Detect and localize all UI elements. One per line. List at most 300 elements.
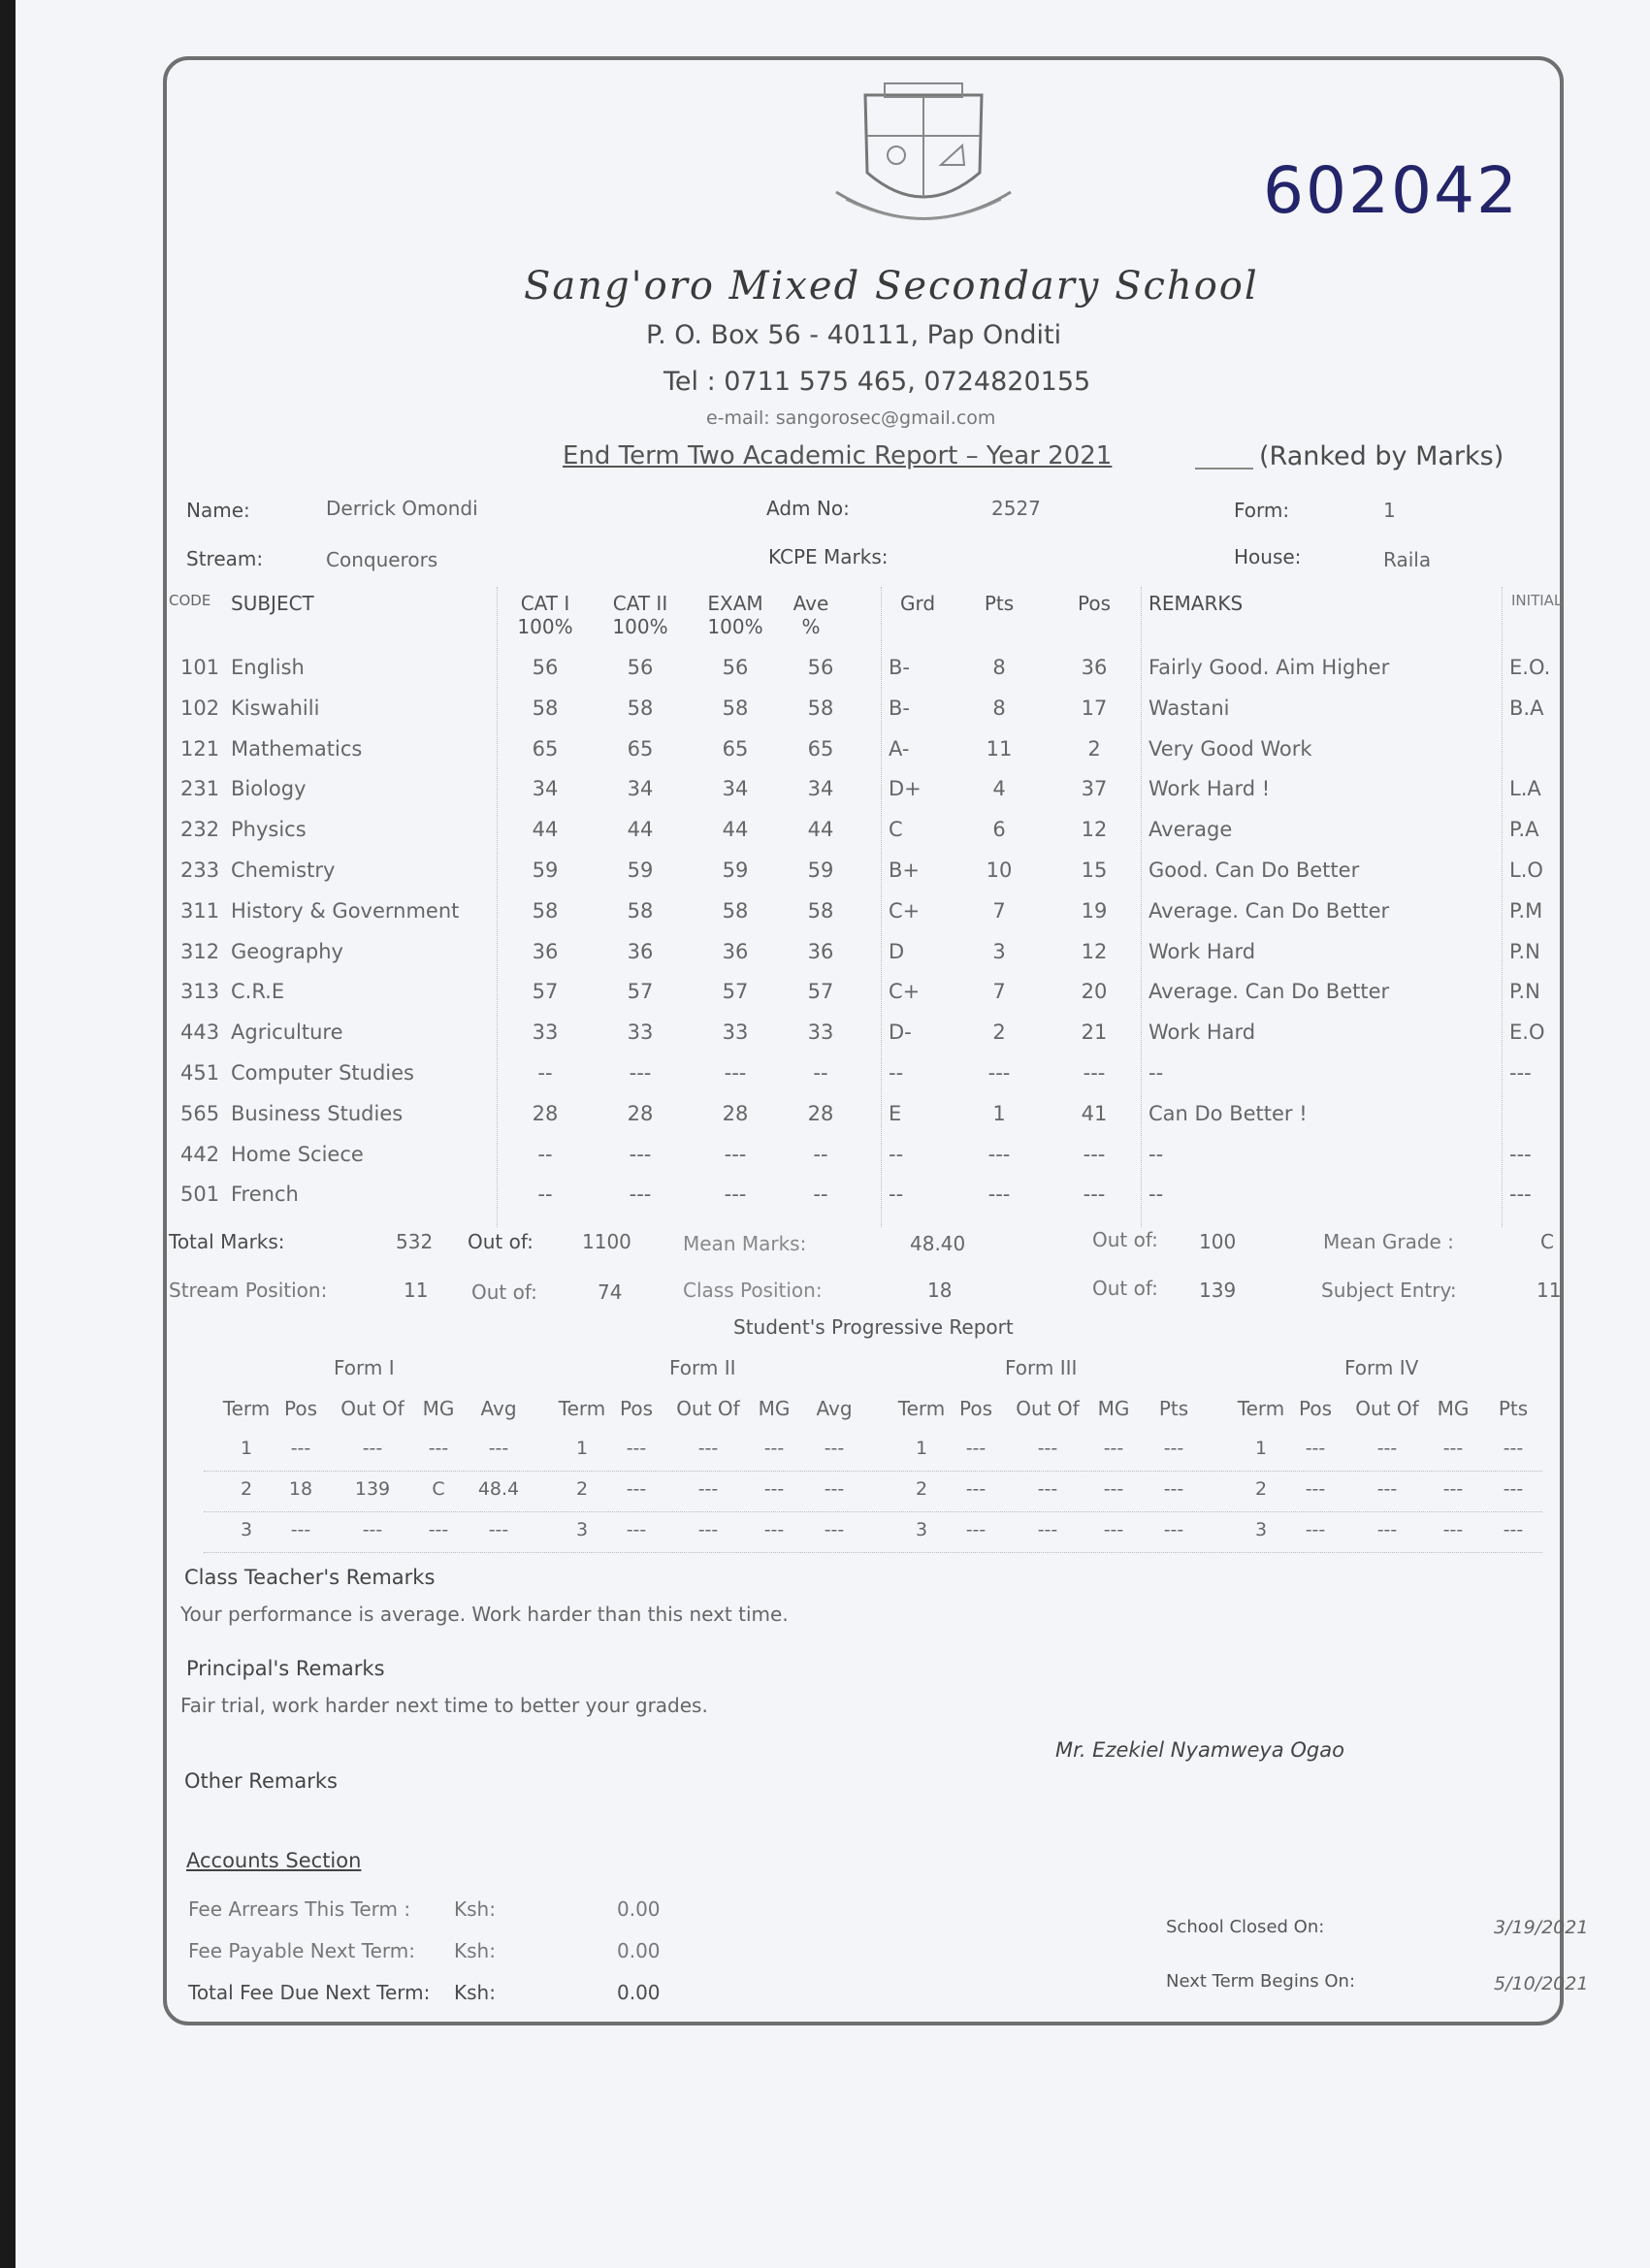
progress-cell: --- xyxy=(290,1519,311,1540)
subject-remark-cell: Average. Can Do Better xyxy=(1149,898,1390,923)
subject-pts-cell: --- xyxy=(987,1061,1011,1085)
progress-cell: --- xyxy=(1442,1438,1464,1459)
cat1-header: CAT I 100% xyxy=(517,592,573,638)
progress-cell: --- xyxy=(1376,1478,1398,1500)
class-position-label: Class Position: xyxy=(683,1279,823,1302)
progress-header-f4-3: MG xyxy=(1437,1397,1470,1420)
subject-grd-cell: E xyxy=(889,1101,902,1125)
subject-ave-cell: 56 xyxy=(807,656,834,679)
progress-cell: 2 xyxy=(915,1478,928,1500)
subject-remark-cell: Average xyxy=(1149,818,1233,842)
progress-cell: --- xyxy=(1442,1478,1464,1500)
progress-header-f2-3: MG xyxy=(758,1397,791,1420)
divider xyxy=(204,1511,1542,1512)
adm-number: 2527 xyxy=(991,497,1041,520)
progress-cell: 2 xyxy=(1254,1478,1268,1500)
name-label: Name: xyxy=(186,499,250,522)
progress-cell: --- xyxy=(428,1438,449,1459)
subject-cat2-cell: 36 xyxy=(627,939,654,963)
subject-ave-cell: 65 xyxy=(807,736,834,761)
school-name: Sang'oro Mixed Secondary School xyxy=(524,264,1259,308)
subject-exam-cell: --- xyxy=(724,1142,747,1166)
remarks-header: REMARKS xyxy=(1149,592,1244,615)
school-email: e-mail: sangorosec@gmail.com xyxy=(706,407,996,429)
subject-ave-cell: -- xyxy=(813,1183,828,1207)
subject-initial-cell: --- xyxy=(1509,1142,1532,1166)
stream-label: Stream: xyxy=(186,547,264,570)
subject-name-cell: C.R.E xyxy=(231,980,285,1004)
subject-pos-cell: 36 xyxy=(1081,656,1108,679)
progress-cell: 18 xyxy=(288,1478,313,1500)
subject-code-cell: 101 xyxy=(180,656,220,679)
subject-remark-cell: Very Good Work xyxy=(1149,736,1312,761)
form1-heading: Form I xyxy=(334,1356,395,1379)
subject-name-cell: Biology xyxy=(231,777,307,801)
stream-value: Conquerors xyxy=(326,548,438,571)
subject-entry: 11 xyxy=(1537,1279,1562,1302)
subject-exam-cell: 57 xyxy=(722,980,749,1004)
progress-header-f4-2: Out Of xyxy=(1355,1397,1419,1420)
progress-cell: --- xyxy=(488,1438,509,1459)
subject-header: SUBJECT xyxy=(231,592,314,615)
subject-exam-cell: 44 xyxy=(722,818,749,842)
subject-exam-cell: 28 xyxy=(722,1101,749,1125)
subject-code-cell: 121 xyxy=(180,736,220,761)
subject-cat2-cell: --- xyxy=(629,1142,652,1166)
progress-cell: 3 xyxy=(915,1519,928,1540)
out-of-label: Out of: xyxy=(1092,1277,1158,1300)
progress-cell: 2 xyxy=(575,1478,589,1500)
subject-cat1-cell: 28 xyxy=(532,1101,559,1125)
subject-pts-cell: 8 xyxy=(992,696,1006,720)
initial-header: INITIAL xyxy=(1511,592,1563,609)
form3-heading: Form III xyxy=(1005,1356,1078,1379)
divider xyxy=(1141,587,1142,1227)
progress-header-f1-1: Pos xyxy=(283,1397,317,1420)
subject-cat1-cell: 34 xyxy=(532,777,559,801)
subject-grd-cell: C xyxy=(889,818,903,842)
subject-name-cell: English xyxy=(231,656,305,679)
progress-cell: C xyxy=(432,1478,445,1500)
subject-pts-cell: 6 xyxy=(992,818,1006,842)
progress-header-f1-3: MG xyxy=(422,1397,455,1420)
progress-header-f1-2: Out Of xyxy=(340,1397,404,1420)
subject-grd-cell: A- xyxy=(889,736,910,761)
subject-name-cell: Physics xyxy=(231,818,307,842)
subject-pts-cell: --- xyxy=(987,1142,1011,1166)
subject-initial-cell: P.N xyxy=(1509,980,1540,1004)
grd-header: Grd xyxy=(899,592,936,615)
progress-header-f4-4: Pts xyxy=(1498,1397,1529,1420)
progress-cell: --- xyxy=(824,1478,845,1500)
subject-initial-cell: P.A xyxy=(1509,818,1539,842)
subject-remark-cell: Wastani xyxy=(1149,696,1230,720)
progress-cell: --- xyxy=(626,1478,647,1500)
progress-cell: --- xyxy=(965,1438,987,1459)
subject-pos-cell: 2 xyxy=(1087,736,1101,761)
subject-pts-cell: 11 xyxy=(986,736,1013,761)
subject-exam-cell: 36 xyxy=(722,939,749,963)
mean-marks-label: Mean Marks: xyxy=(683,1232,807,1255)
pts-header: Pts xyxy=(984,592,1015,615)
subject-pos-cell: --- xyxy=(1083,1183,1106,1207)
school-address: P. O. Box 56 - 40111, Pap Onditi xyxy=(646,320,1062,350)
kcpe-label: KCPE Marks: xyxy=(768,545,889,568)
subject-ave-cell: 57 xyxy=(807,980,834,1004)
subject-grd-cell: C+ xyxy=(889,980,921,1004)
subject-cat2-cell: 58 xyxy=(627,898,654,923)
out-of-label: Out of: xyxy=(1092,1228,1158,1251)
subject-grd-cell: D+ xyxy=(889,777,922,801)
subject-pts-cell: --- xyxy=(987,1183,1011,1207)
subject-pos-cell: 37 xyxy=(1081,777,1108,801)
school-closed-label: School Closed On: xyxy=(1166,1917,1325,1937)
account-currency: Ksh: xyxy=(454,1897,496,1921)
house-value: Raila xyxy=(1383,548,1432,571)
progress-cell: --- xyxy=(1305,1478,1326,1500)
subject-cat1-cell: 33 xyxy=(532,1021,559,1045)
subject-cat1-cell: 44 xyxy=(532,818,559,842)
subject-code-cell: 231 xyxy=(180,777,220,801)
class-position: 18 xyxy=(927,1279,953,1302)
progress-cell: --- xyxy=(1037,1519,1058,1540)
subject-code-cell: 232 xyxy=(180,818,220,842)
progress-header-f3-3: MG xyxy=(1097,1397,1130,1420)
subject-remark-cell: Can Do Better ! xyxy=(1149,1101,1308,1125)
progress-header-f2-2: Out Of xyxy=(676,1397,740,1420)
subject-cat2-cell: --- xyxy=(629,1061,652,1085)
progress-cell: --- xyxy=(290,1438,311,1459)
subject-cat1-cell: -- xyxy=(537,1061,553,1085)
progress-cell: --- xyxy=(1103,1478,1124,1500)
progress-header-f3-0: Term xyxy=(897,1397,946,1420)
subject-remark-cell: -- xyxy=(1149,1183,1164,1207)
account-amount: 0.00 xyxy=(617,1981,661,2004)
cat2-header: CAT II 100% xyxy=(612,592,668,638)
subject-pts-cell: 2 xyxy=(992,1021,1006,1045)
subject-ave-cell: 44 xyxy=(807,818,834,842)
subject-initial-cell: E.O xyxy=(1509,1021,1545,1045)
subject-exam-cell: 58 xyxy=(722,898,749,923)
form2-heading: Form II xyxy=(669,1356,736,1379)
progress-cell: 1 xyxy=(1254,1438,1268,1459)
account-amount: 0.00 xyxy=(617,1897,661,1921)
divider xyxy=(1502,587,1503,1227)
progress-cell: --- xyxy=(626,1519,647,1540)
account-label: Fee Payable Next Term: xyxy=(188,1939,415,1962)
progress-cell: --- xyxy=(1503,1519,1524,1540)
stream-position-label: Stream Position: xyxy=(169,1279,328,1302)
divider xyxy=(1195,468,1253,470)
subject-exam-cell: --- xyxy=(724,1183,747,1207)
subject-cat1-cell: 56 xyxy=(532,656,559,679)
subject-remark-cell: -- xyxy=(1149,1142,1164,1166)
subject-name-cell: Mathematics xyxy=(231,736,363,761)
out-of-label: Out of: xyxy=(471,1280,537,1304)
subject-pos-cell: 21 xyxy=(1081,1021,1108,1045)
subject-code-cell: 443 xyxy=(180,1021,220,1045)
progress-cell: --- xyxy=(824,1519,845,1540)
stream-position: 11 xyxy=(404,1279,429,1302)
subject-pos-cell: 19 xyxy=(1081,898,1108,923)
subject-exam-cell: 56 xyxy=(722,656,749,679)
progress-cell: --- xyxy=(763,1519,785,1540)
subject-remark-cell: Work Hard xyxy=(1149,1021,1256,1045)
stream-out-of: 74 xyxy=(598,1280,623,1304)
subject-name-cell: Business Studies xyxy=(231,1101,404,1125)
subject-remark-cell: -- xyxy=(1149,1061,1164,1085)
total-marks-label: Total Marks: xyxy=(169,1230,285,1253)
progress-title: Student's Progressive Report xyxy=(733,1315,1014,1339)
subject-code-cell: 311 xyxy=(180,898,220,923)
subject-ave-cell: 58 xyxy=(807,696,834,720)
principal-remarks: Fair trial, work harder next time to better your grades. xyxy=(180,1694,708,1717)
subject-name-cell: Kiswahili xyxy=(231,696,320,720)
divider xyxy=(204,1552,1542,1553)
subject-pos-cell: 15 xyxy=(1081,859,1108,882)
subject-cat2-cell: 57 xyxy=(627,980,654,1004)
subject-grd-cell: B+ xyxy=(889,859,921,882)
school-tel: Tel : 0711 575 465, 0724820155 xyxy=(663,367,1091,397)
progress-cell: --- xyxy=(626,1438,647,1459)
subject-exam-cell: --- xyxy=(724,1061,747,1085)
subject-pos-cell: 20 xyxy=(1081,980,1108,1004)
progress-cell: --- xyxy=(697,1519,719,1540)
divider xyxy=(204,1471,1542,1472)
subject-code-cell: 565 xyxy=(180,1101,220,1125)
subject-exam-cell: 34 xyxy=(722,777,749,801)
subject-grd-cell: -- xyxy=(889,1142,904,1166)
subject-initial-cell: P.M xyxy=(1509,898,1543,923)
subject-ave-cell: -- xyxy=(813,1061,828,1085)
subject-name-cell: Home Sciece xyxy=(231,1142,364,1166)
subject-pts-cell: 1 xyxy=(992,1101,1006,1125)
subject-exam-cell: 59 xyxy=(722,859,749,882)
subject-cat1-cell: 58 xyxy=(532,898,559,923)
progress-cell: --- xyxy=(1103,1438,1124,1459)
principal-remarks-title: Principal's Remarks xyxy=(186,1657,385,1680)
subject-pts-cell: 10 xyxy=(986,859,1013,882)
subject-initial-cell: L.O xyxy=(1509,859,1543,882)
next-term-date: 5/10/2021 xyxy=(1494,1973,1589,1994)
progress-cell: --- xyxy=(763,1478,785,1500)
subject-initial-cell: B.A xyxy=(1509,696,1544,720)
subject-initial-cell: L.A xyxy=(1509,777,1541,801)
progress-cell: --- xyxy=(824,1438,845,1459)
progress-header-f2-1: Pos xyxy=(619,1397,653,1420)
subject-cat2-cell: 44 xyxy=(627,818,654,842)
progress-cell: --- xyxy=(1305,1519,1326,1540)
subject-cat1-cell: 65 xyxy=(532,736,559,761)
progress-cell: --- xyxy=(1163,1519,1184,1540)
school-closed-date: 3/19/2021 xyxy=(1494,1917,1589,1938)
subject-pts-cell: 8 xyxy=(992,656,1006,679)
principal-name: Mr. Ezekiel Nyamweya Ogao xyxy=(1055,1738,1344,1762)
form4-heading: Form IV xyxy=(1344,1356,1419,1379)
subject-cat2-cell: 65 xyxy=(627,736,654,761)
subject-grd-cell: C+ xyxy=(889,898,921,923)
progress-cell: --- xyxy=(965,1478,987,1500)
progress-cell: 3 xyxy=(575,1519,589,1540)
subject-ave-cell: -- xyxy=(813,1142,828,1166)
subject-pts-cell: 7 xyxy=(992,980,1006,1004)
subject-initial-cell: E.O. xyxy=(1509,656,1551,679)
scan-edge xyxy=(0,0,16,2268)
subject-pos-cell: 41 xyxy=(1081,1101,1108,1125)
report-title: End Term Two Academic Report – Year 2021 xyxy=(563,441,1113,470)
subject-name-cell: Computer Studies xyxy=(231,1061,414,1085)
progress-cell: 1 xyxy=(240,1438,253,1459)
progress-cell: --- xyxy=(1503,1478,1524,1500)
subject-ave-cell: 33 xyxy=(807,1021,834,1045)
subject-grd-cell: D xyxy=(889,939,905,963)
subject-remark-cell: Work Hard ! xyxy=(1149,777,1271,801)
divider xyxy=(497,587,498,1227)
subject-remark-cell: Work Hard xyxy=(1149,939,1256,963)
account-label: Fee Arrears This Term : xyxy=(188,1897,411,1921)
subject-grd-cell: D- xyxy=(889,1021,912,1045)
progress-header-f1-4: Avg xyxy=(480,1397,517,1420)
form-value: 1 xyxy=(1383,499,1396,522)
exam-header: EXAM 100% xyxy=(707,592,763,638)
progress-cell: --- xyxy=(1103,1519,1124,1540)
progress-header-f1-0: Term xyxy=(222,1397,271,1420)
progress-cell: --- xyxy=(1442,1519,1464,1540)
subject-code-cell: 312 xyxy=(180,939,220,963)
account-label: Total Fee Due Next Term: xyxy=(188,1981,431,2004)
mean-grade-label: Mean Grade : xyxy=(1323,1230,1454,1253)
progress-header-f3-1: Pos xyxy=(958,1397,992,1420)
progress-cell: --- xyxy=(697,1478,719,1500)
subject-grd-cell: B- xyxy=(889,696,910,720)
progress-header-f3-2: Out Of xyxy=(1016,1397,1080,1420)
house-label: House: xyxy=(1234,545,1302,568)
subject-name-cell: Agriculture xyxy=(231,1021,343,1045)
subject-initial-cell: --- xyxy=(1509,1061,1532,1085)
subject-cat1-cell: 59 xyxy=(532,859,559,882)
progress-header-f3-4: Pts xyxy=(1158,1397,1189,1420)
accounts-title: Accounts Section xyxy=(186,1849,362,1872)
account-amount: 0.00 xyxy=(617,1939,661,1962)
divider xyxy=(881,587,882,1227)
subject-cat2-cell: --- xyxy=(629,1183,652,1207)
progress-cell: --- xyxy=(428,1519,449,1540)
progress-cell: 1 xyxy=(915,1438,928,1459)
subject-remark-cell: Good. Can Do Better xyxy=(1149,859,1360,882)
subject-pts-cell: 3 xyxy=(992,939,1006,963)
subject-remark-cell: Fairly Good. Aim Higher xyxy=(1149,656,1390,679)
class-teacher-remarks: Your performance is average. Work harder than this next time. xyxy=(180,1603,789,1626)
ave-header: Ave % xyxy=(793,592,829,638)
subject-cat2-cell: 59 xyxy=(627,859,654,882)
subject-cat2-cell: 33 xyxy=(627,1021,654,1045)
report-frame xyxy=(163,56,1564,2025)
subject-name-cell: Chemistry xyxy=(231,859,336,882)
pos-header: Pos xyxy=(1077,592,1111,615)
subject-pos-cell: --- xyxy=(1083,1061,1106,1085)
subject-pts-cell: 7 xyxy=(992,898,1006,923)
subject-cat1-cell: 57 xyxy=(532,980,559,1004)
progress-cell: 139 xyxy=(354,1478,391,1500)
subject-cat2-cell: 28 xyxy=(627,1101,654,1125)
progress-cell: 48.4 xyxy=(477,1478,520,1500)
total-marks: 532 xyxy=(396,1230,434,1253)
subject-pos-cell: 12 xyxy=(1081,939,1108,963)
subject-cat1-cell: -- xyxy=(537,1183,553,1207)
progress-cell: --- xyxy=(1503,1438,1524,1459)
progress-header-f4-1: Pos xyxy=(1298,1397,1332,1420)
subject-code-cell: 442 xyxy=(180,1142,220,1166)
progress-header-f2-4: Avg xyxy=(816,1397,853,1420)
student-name: Derrick Omondi xyxy=(326,497,478,520)
progress-cell: --- xyxy=(1376,1438,1398,1459)
progress-cell: --- xyxy=(965,1519,987,1540)
progress-cell: --- xyxy=(1037,1478,1058,1500)
class-teacher-remarks-title: Class Teacher's Remarks xyxy=(184,1566,436,1589)
progress-cell: --- xyxy=(1037,1438,1058,1459)
subject-cat2-cell: 56 xyxy=(627,656,654,679)
subject-cat2-cell: 58 xyxy=(627,696,654,720)
subject-entry-label: Subject Entry: xyxy=(1321,1279,1457,1302)
progress-cell: --- xyxy=(1163,1438,1184,1459)
next-term-label: Next Term Begins On: xyxy=(1166,1971,1356,1992)
progress-cell: --- xyxy=(362,1438,383,1459)
subject-remark-cell: Average. Can Do Better xyxy=(1149,980,1390,1004)
progress-cell: --- xyxy=(1376,1519,1398,1540)
progress-cell: --- xyxy=(1163,1478,1184,1500)
class-out-of: 139 xyxy=(1199,1279,1237,1302)
subject-ave-cell: 34 xyxy=(807,777,834,801)
progress-cell: --- xyxy=(488,1519,509,1540)
subject-pos-cell: --- xyxy=(1083,1142,1106,1166)
subject-ave-cell: 36 xyxy=(807,939,834,963)
subject-pos-cell: 12 xyxy=(1081,818,1108,842)
code-header: CODE xyxy=(169,592,211,609)
subject-code-cell: 313 xyxy=(180,980,220,1004)
form-label: Form: xyxy=(1234,499,1290,522)
subject-code-cell: 451 xyxy=(180,1061,220,1085)
subject-cat1-cell: -- xyxy=(537,1142,553,1166)
mean-grade: C xyxy=(1540,1230,1554,1253)
ranked-label: (Ranked by Marks) xyxy=(1259,441,1504,471)
account-currency: Ksh: xyxy=(454,1939,496,1962)
subject-initial-cell: P.N xyxy=(1509,939,1540,963)
subject-exam-cell: 58 xyxy=(722,696,749,720)
other-remarks-title: Other Remarks xyxy=(184,1769,338,1793)
subject-code-cell: 102 xyxy=(180,696,220,720)
subject-code-cell: 501 xyxy=(180,1183,220,1207)
subject-grd-cell: -- xyxy=(889,1183,904,1207)
school-crest-logo xyxy=(826,76,1020,250)
subject-name-cell: History & Government xyxy=(231,898,460,923)
mean-out-of: 100 xyxy=(1199,1230,1237,1253)
handwritten-number: 602042 xyxy=(1263,153,1519,228)
progress-header-f2-0: Term xyxy=(558,1397,606,1420)
subject-cat2-cell: 34 xyxy=(627,777,654,801)
subject-cat1-cell: 58 xyxy=(532,696,559,720)
progress-cell: 2 xyxy=(240,1478,253,1500)
progress-cell: 3 xyxy=(240,1519,253,1540)
subject-name-cell: French xyxy=(231,1183,299,1207)
progress-cell: --- xyxy=(697,1438,719,1459)
subject-exam-cell: 65 xyxy=(722,736,749,761)
subject-pos-cell: 17 xyxy=(1081,696,1108,720)
progress-cell: 3 xyxy=(1254,1519,1268,1540)
subject-exam-cell: 33 xyxy=(722,1021,749,1045)
total-out-of: 1100 xyxy=(582,1230,631,1253)
subject-initial-cell: --- xyxy=(1509,1183,1532,1207)
adm-label: Adm No: xyxy=(766,497,850,520)
